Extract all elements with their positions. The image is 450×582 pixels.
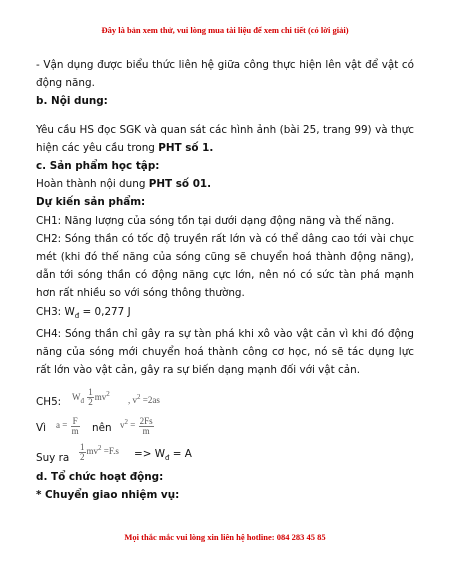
expected-heading: Dự kiến sản phẩm:	[36, 196, 146, 209]
eq3-fraction	[71, 417, 80, 436]
eq2-rhs: =2as	[140, 395, 160, 406]
eq1-lhs: W	[72, 391, 81, 402]
eq5-sup: 2	[98, 444, 102, 453]
vi-label: Vì	[36, 422, 46, 435]
eq2-sup: 2	[137, 393, 141, 402]
answer-ch1: CH1: Năng lượng của sóng tồn tại dưới dạng động năng và thế năng.	[36, 214, 395, 227]
answer-ch3	[36, 303, 414, 325]
task-heading: * Chuyển giao nhiệm vụ:	[36, 488, 180, 501]
eq4-sup: 2	[124, 418, 128, 427]
pht-reference-2: PHT số 01.	[148, 178, 212, 191]
equation-work-energy	[78, 439, 119, 461]
conclusion-result	[134, 445, 192, 467]
eq1-den: 2	[88, 396, 93, 407]
section-c-text	[36, 175, 414, 193]
eq4-den: m	[142, 425, 150, 436]
eq1-fraction	[87, 388, 94, 407]
section-c-text-main: Hoàn thành nội dung	[36, 178, 149, 191]
answer-ch4: CH4: Sóng thần chỉ gây ra sự tàn phá khi xô vào vật cản vì khi đó động năng của sóng mới chuyển hoá thành công cơ học, nó sẽ tác dụng lực rất lớn vào vật cản, gây ra sự biến dạng mạnh đối với vật cản.	[36, 327, 414, 377]
eq4-num: 2Fs	[139, 415, 153, 426]
section-b-heading: b. Nội dung:	[36, 95, 108, 108]
equation-velocity: , $v^2 =2as$	[128, 393, 160, 406]
eq1-sub: đ	[80, 396, 84, 405]
result-sub: đ	[165, 454, 170, 463]
nen-label: nên	[92, 422, 112, 435]
reason-line	[36, 412, 414, 438]
answer-ch5	[36, 384, 414, 412]
result-tail: = A	[169, 448, 192, 461]
eq4-fraction	[139, 417, 154, 436]
eq4-eq: =	[128, 420, 136, 431]
eq5-fraction	[79, 443, 86, 462]
result-prefix: => W	[134, 448, 165, 461]
eq3-lhs: a =	[56, 420, 68, 431]
eq5-num: 1	[80, 441, 85, 452]
eq3-den: m	[71, 425, 79, 436]
equation-kinetic-energy	[72, 385, 110, 410]
eq5-den: 2	[80, 451, 85, 462]
eq2-lhs: v	[132, 395, 137, 406]
document-body	[36, 56, 414, 504]
conclusion-line	[36, 438, 414, 468]
equation-v-squared	[120, 413, 155, 435]
pht-reference: PHT số 1.	[158, 141, 214, 154]
section-b-text-main: Yêu cầu HS đọc SGK và quan sát các hình ảnh (bài 25, trang 99) và thực hiện các yêu cầu trong	[36, 123, 414, 154]
intro-paragraph: - Vận dụng được biểu thức liên hệ giữa công thực hiện lên vật để vật có động năng.	[36, 59, 414, 90]
eq5-rhs: mv	[86, 446, 99, 457]
section-c-heading: c. Sản phẩm học tập:	[36, 160, 160, 173]
eq4-lhs: v	[120, 420, 125, 431]
hotline-banner: Mọi thắc mắc vui lòng xin liên hệ hotline: 084 283 45 85	[124, 532, 326, 542]
ch3-value: = 0,277 J	[79, 305, 131, 318]
section-d-heading: d. Tổ chức hoạt động:	[36, 470, 164, 483]
eq1-sup: 2	[106, 389, 110, 398]
ch5-label: CH5:	[36, 396, 62, 409]
ch3-subscript: đ	[74, 311, 80, 320]
answer-ch2: CH2: Sóng thần có tốc độ truyền rất lớn và có thể dâng cao tới vài chục mét (khi đó thế năng của sóng cũng sẽ chuyển hoá thành động năng), dẫn tới sóng thần có động năng cực lớn, nên nó có sức tàn phá mạnh hơn rất nhiều so với sóng thông thường.	[36, 232, 414, 300]
preview-banner: Đây là bản xem thử, vui lòng mua tài liệu để xem chi tiết (có lời giải)	[101, 25, 349, 35]
eq3-num: F	[72, 415, 78, 426]
equation-acceleration	[56, 416, 81, 435]
section-b-text	[36, 121, 414, 157]
suyra-label: Suy ra	[36, 452, 70, 465]
eq1-rhs: mv	[94, 391, 107, 402]
eq1-num: 1	[88, 386, 93, 397]
eq5-tail: =F.s	[101, 446, 119, 457]
ch3-label: CH3: W	[36, 305, 75, 318]
